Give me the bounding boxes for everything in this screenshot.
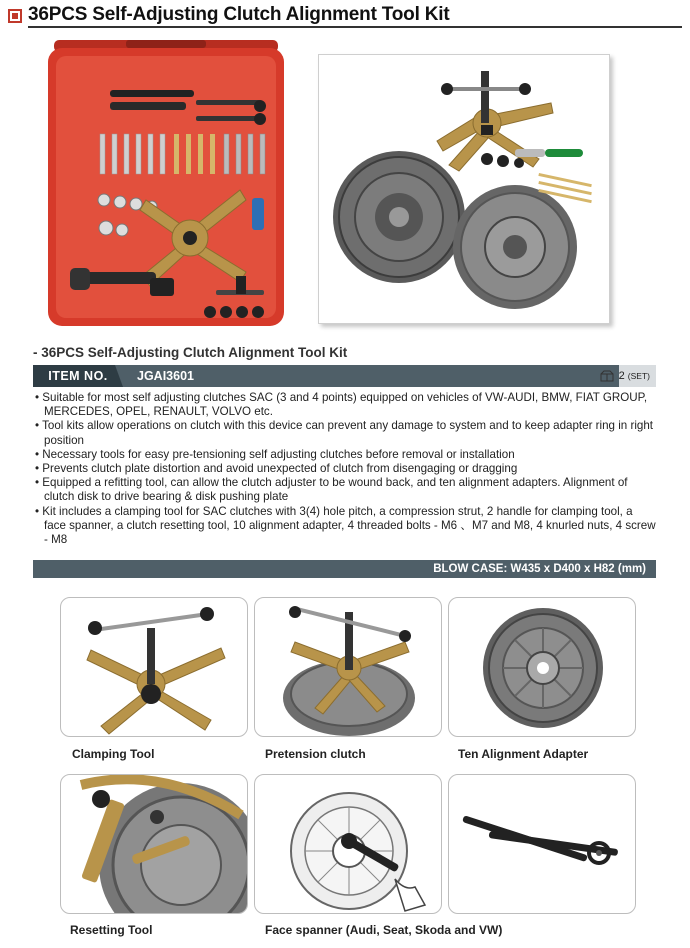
caption-face-spanner: Face spanner (Audi, Seat, Skoda and VW) — [265, 923, 503, 937]
caption-clamping-tool: Clamping Tool — [72, 747, 155, 761]
caption-resetting-tool: Resetting Tool — [70, 923, 153, 937]
spanner-wrench-image — [448, 774, 636, 914]
resetting-tool-image — [60, 774, 248, 914]
item-number-label: ITEM NO. — [33, 365, 123, 387]
alignment-adapter-image — [448, 597, 636, 737]
quantity-unit: (SET) — [627, 371, 650, 381]
quantity-value: 2 — [618, 370, 625, 382]
page-title: 36PCS Self-Adjusting Clutch Alignment Tool Kit — [28, 4, 450, 25]
feature-item: • Kit includes a clamping tool for SAC clutches with 3(4) hole pitch, a compression strut, 2 handle for clamping tool, a face spanner, a clutch resetting tool, 10 alignment adapter, 4 threaded bolts - M6 、M7 and M8, 4 knurled nuts, 4 screw - M8 — [35, 505, 657, 548]
feature-item: • Suitable for most self adjusting clutches SAC (3 and 4 points) equipped on vehicles of VW-AUDI, BMW, FIAT GROUP, MERCEDES, OPEL, RENAULT, VOLVO etc. — [35, 391, 657, 419]
caption-pretension-clutch: Pretension clutch — [265, 747, 366, 761]
item-number-bar — [33, 365, 656, 387]
product-subtitle: - 36PCS Self-Adjusting Clutch Alignment Tool Kit — [33, 345, 348, 360]
page-header — [6, 4, 686, 28]
caption-alignment-adapter: Ten Alignment Adapter — [458, 747, 589, 761]
item-number-code: JGAI3601 — [123, 365, 619, 387]
feature-list — [35, 391, 657, 547]
clamping-tool-image — [60, 597, 248, 737]
feature-item: • Tool kits allow operations on clutch with this device can prevent any damage to system and to keep adapter ring in right position — [35, 419, 657, 447]
quantity-info — [600, 365, 650, 387]
feature-item: • Prevents clutch plate distortion and avoid unexpected of clutch from disengaging or dragging — [35, 462, 657, 476]
package-icon — [600, 370, 614, 382]
title-underline — [28, 26, 682, 28]
feature-item: • Equipped a refitting tool, can allow the clutch adjuster to be wound back, and ten alignment adapters. Alignment of clutch disk to drive bearing & disk pushing plate — [35, 476, 657, 504]
clutch-kit-photo — [318, 54, 610, 324]
blow-case-bar: BLOW CASE: W435 x D400 x H82 (mm) — [33, 560, 656, 578]
feature-item: • Necessary tools for easy pre-tensioning self adjusting clutches before removal or installation — [35, 448, 657, 462]
tool-case-image — [46, 40, 286, 330]
pretension-clutch-image — [254, 597, 442, 737]
face-spanner-image — [254, 774, 442, 914]
red-square-icon — [8, 9, 22, 23]
